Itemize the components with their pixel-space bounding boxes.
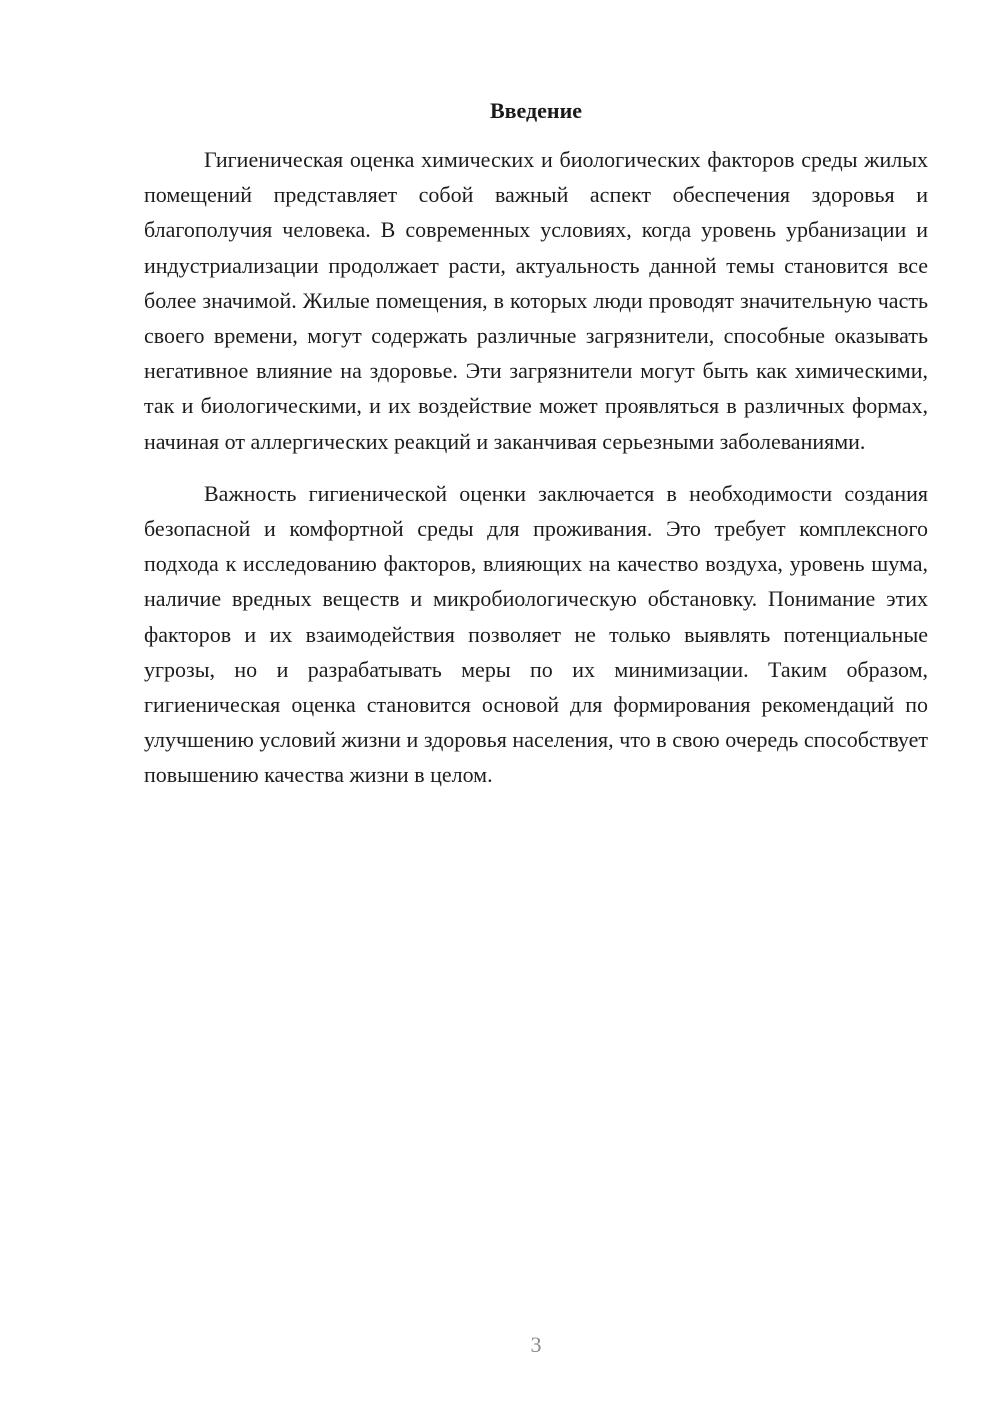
- document-body: [144, 142, 928, 810]
- body-paragraph-2: Важность гигиенической оценки заключается в необходимости создания безопасной и комфортной среды для проживания. Это требует комплексного подхода к исследованию факторов, влияющих на качество воздуха, уровень шума, наличие вредных веществ и микробиологическую обстановку. Понимание этих факторов и их взаимодействия позволяет не только выявлять потенциальные угрозы, но и разрабатывать меры по их минимизации. Таким образом, гигиеническая оценка становится основой для формирования рекомендаций по улучшению условий жизни и здоровья населения, что в свою очередь способствует повышению качества жизни в целом.: [144, 480, 928, 788]
- section-heading: Введение: [489, 98, 583, 123]
- body-paragraph-1: Гигиеническая оценка химических и биологических факторов среды жилых помещений представляет собой важный аспект обеспечения здоровья и благополучия человека. В современных условиях, когда уровень урбанизации и индустриализации продолжает расти, актуальность данной темы становится все более значимой. Жилые помещения, в которых люди проводят значительную часть своего времени, могут содержать различные загрязнители, способные оказывать негативное влияние на здоровье. Эти загрязнители могут быть как химическими, так и биологическими, и их воздействие может проявляться в различных формах, начиная от аллергических реакций и заканчивая серьезными заболеваниями.: [144, 147, 928, 454]
- page-number: 3: [530, 1332, 542, 1357]
